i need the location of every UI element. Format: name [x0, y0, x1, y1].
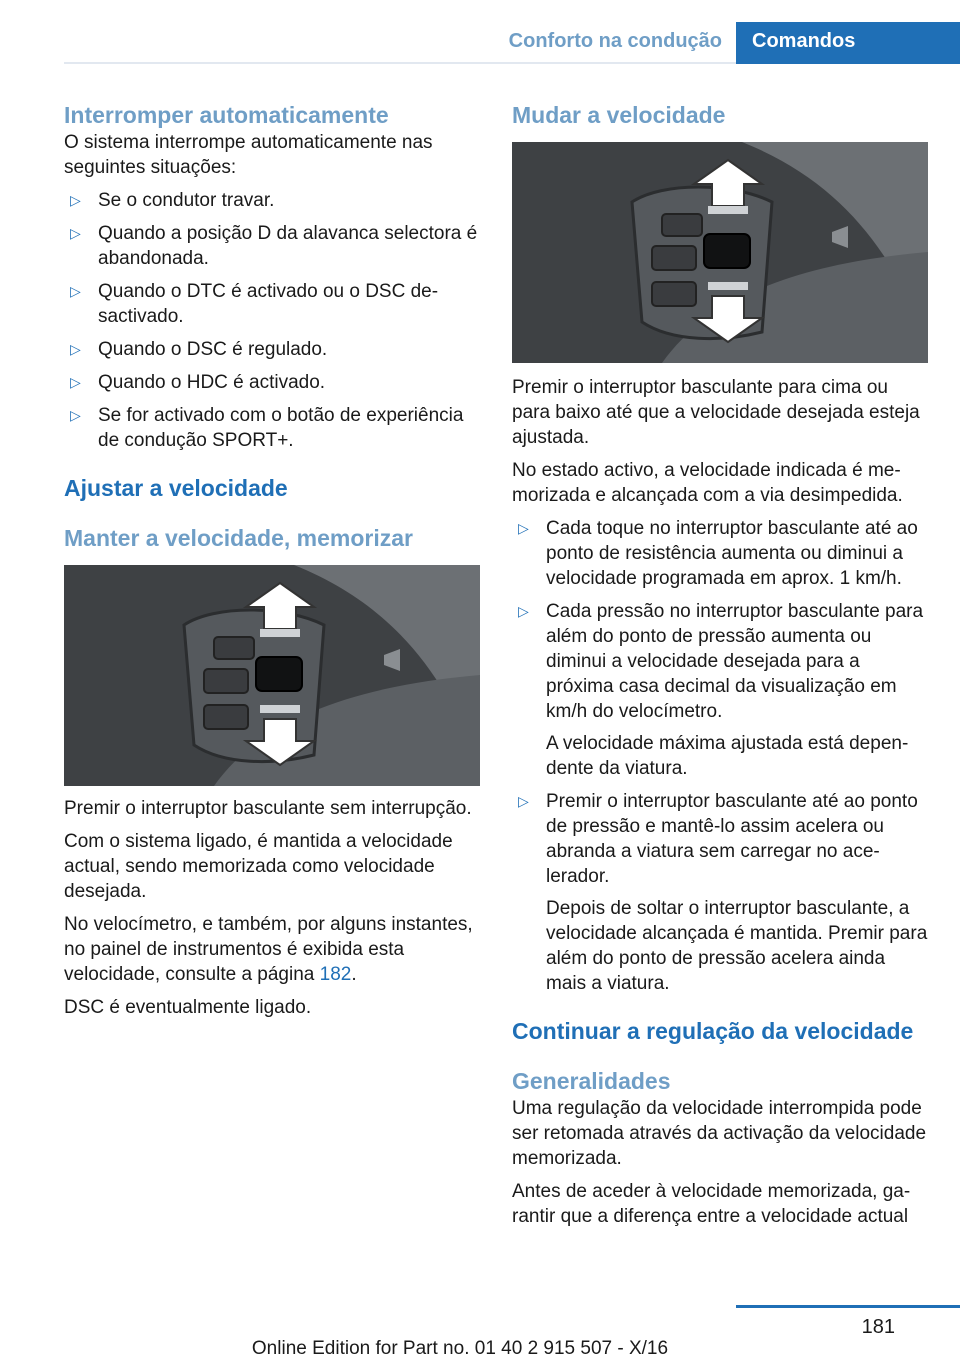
paragraph-regulacao-interrompida: Uma regulação da velocidade interrompida pode ser retomada através da activação da velocidade memorizada. [512, 1098, 927, 1169]
list-item: ▷ Quando o DTC é activado ou o DSC desactivado. [70, 281, 439, 327]
paragraph-velocimetro: No velocímetro, e também, por alguns instantes, no painel de instrumentos é exibida esta velocidade, consulte a página 182. [64, 914, 473, 985]
paragraph-antes-de-aceder: Antes de aceder à velocidade memorizada, garantir que a diferença entre a velocidade actual [512, 1181, 911, 1227]
triangle-bullet-icon: ▷ [70, 225, 81, 241]
paragraph-estado-activo: No estado activo, a velocidade indicada é memorizada e alcançada com a via desimpedida. [512, 460, 903, 506]
list-item: ▷ Cada toque no interruptor basculante até ao ponto de resistência aumenta ou diminui a velocidade programada em aprox. 1 km/h. [518, 518, 918, 589]
triangle-bullet-icon: ▷ [70, 407, 81, 423]
list-item: ▷ Se for activado com o botão de experiência de condução SPORT+. [70, 405, 464, 451]
triangle-bullet-icon: ▷ [70, 192, 81, 208]
list-item: ▷ Cada pressão no interruptor basculante para além do ponto de pressão aumenta ou diminui a velocidade desejada para a próxima casa decimal da visualização em km/h do velocímetro. A velocidade máxima ajustada está dependente da viatura. [512, 599, 928, 781]
heading-mudar: Mudar a velocidade [512, 102, 726, 128]
triangle-bullet-icon: ▷ [70, 283, 81, 299]
interrupt-conditions-list [64, 188, 480, 453]
triangle-bullet-icon: ▷ [70, 374, 81, 390]
heading-generalidades: Generalidades [512, 1068, 671, 1094]
triangle-bullet-icon: ▷ [518, 520, 529, 536]
speed-adjust-list [512, 516, 928, 996]
triangle-bullet-icon: ▷ [518, 603, 529, 619]
footer-rule [736, 1305, 960, 1308]
steering-wheel-switch-figure [64, 565, 480, 786]
list-item: ▷ Premir o interruptor basculante até ao ponto de pressão e mantê-lo assim acelera ou abranda a viatura sem carregar no acelerador. Depois de soltar o interruptor basculante, a velocidade alcançada é mantida. Premir para além do ponto de pressão acelera ainda mais a viatura. [518, 791, 928, 994]
paragraph-premir: Premir o interruptor basculante sem interrupção. [64, 798, 472, 819]
list-item: ▷ Quando a posição D da alavanca selectora é abandonada. [70, 223, 478, 269]
list-item-note: Depois de soltar o interruptor basculante, a velocidade alcançada é mantida. Premir para além do ponto de pressão acelera ainda mais a viatura. [546, 898, 928, 994]
header-section-title: Conforto na condução [508, 30, 722, 52]
triangle-bullet-icon: ▷ [70, 341, 81, 357]
footer-edition: Online Edition for Part no. 01 40 2 915 507 - X/16 [251, 1338, 669, 1359]
paragraph-interromper: O sistema interrompe automaticamente nas seguintes situações: [64, 132, 433, 178]
right-column [512, 100, 928, 1237]
header-chapter-tab: Comandos [736, 22, 960, 64]
left-column [64, 100, 480, 1028]
list-item: ▷ Quando o DSC é regulado. [70, 339, 328, 360]
triangle-bullet-icon: ▷ [518, 793, 529, 809]
paragraph-dsc: DSC é eventualmente ligado. [64, 997, 312, 1018]
heading-ajustar: Ajustar a velocidade [64, 475, 288, 501]
list-item: ▷ Quando o HDC é activado. [70, 372, 326, 393]
list-item-note: A velocidade máxima ajustada está dependente da viatura. [546, 733, 909, 779]
paragraph-sistema-ligado: Com o sistema ligado, é mantida a velocidade actual, sendo memorizada como velocidade desejada. [64, 831, 453, 902]
page-number: 181 [861, 1316, 895, 1338]
list-item: ▷ Se o condutor travar. [70, 190, 275, 211]
heading-continuar: Continuar a regulação da velocidade [512, 1018, 914, 1044]
paragraph-premir-cima-baixo: Premir o interruptor basculante para cima ou para baixo até que a velocidade desejada esteja ajustada. [512, 377, 920, 448]
steering-wheel-switch-figure [512, 142, 928, 363]
heading-interromper: Interromper automaticamente [64, 102, 389, 128]
heading-manter: Manter a velocidade, memorizar [64, 525, 413, 551]
page-reference-link[interactable]: 182 [319, 964, 352, 985]
